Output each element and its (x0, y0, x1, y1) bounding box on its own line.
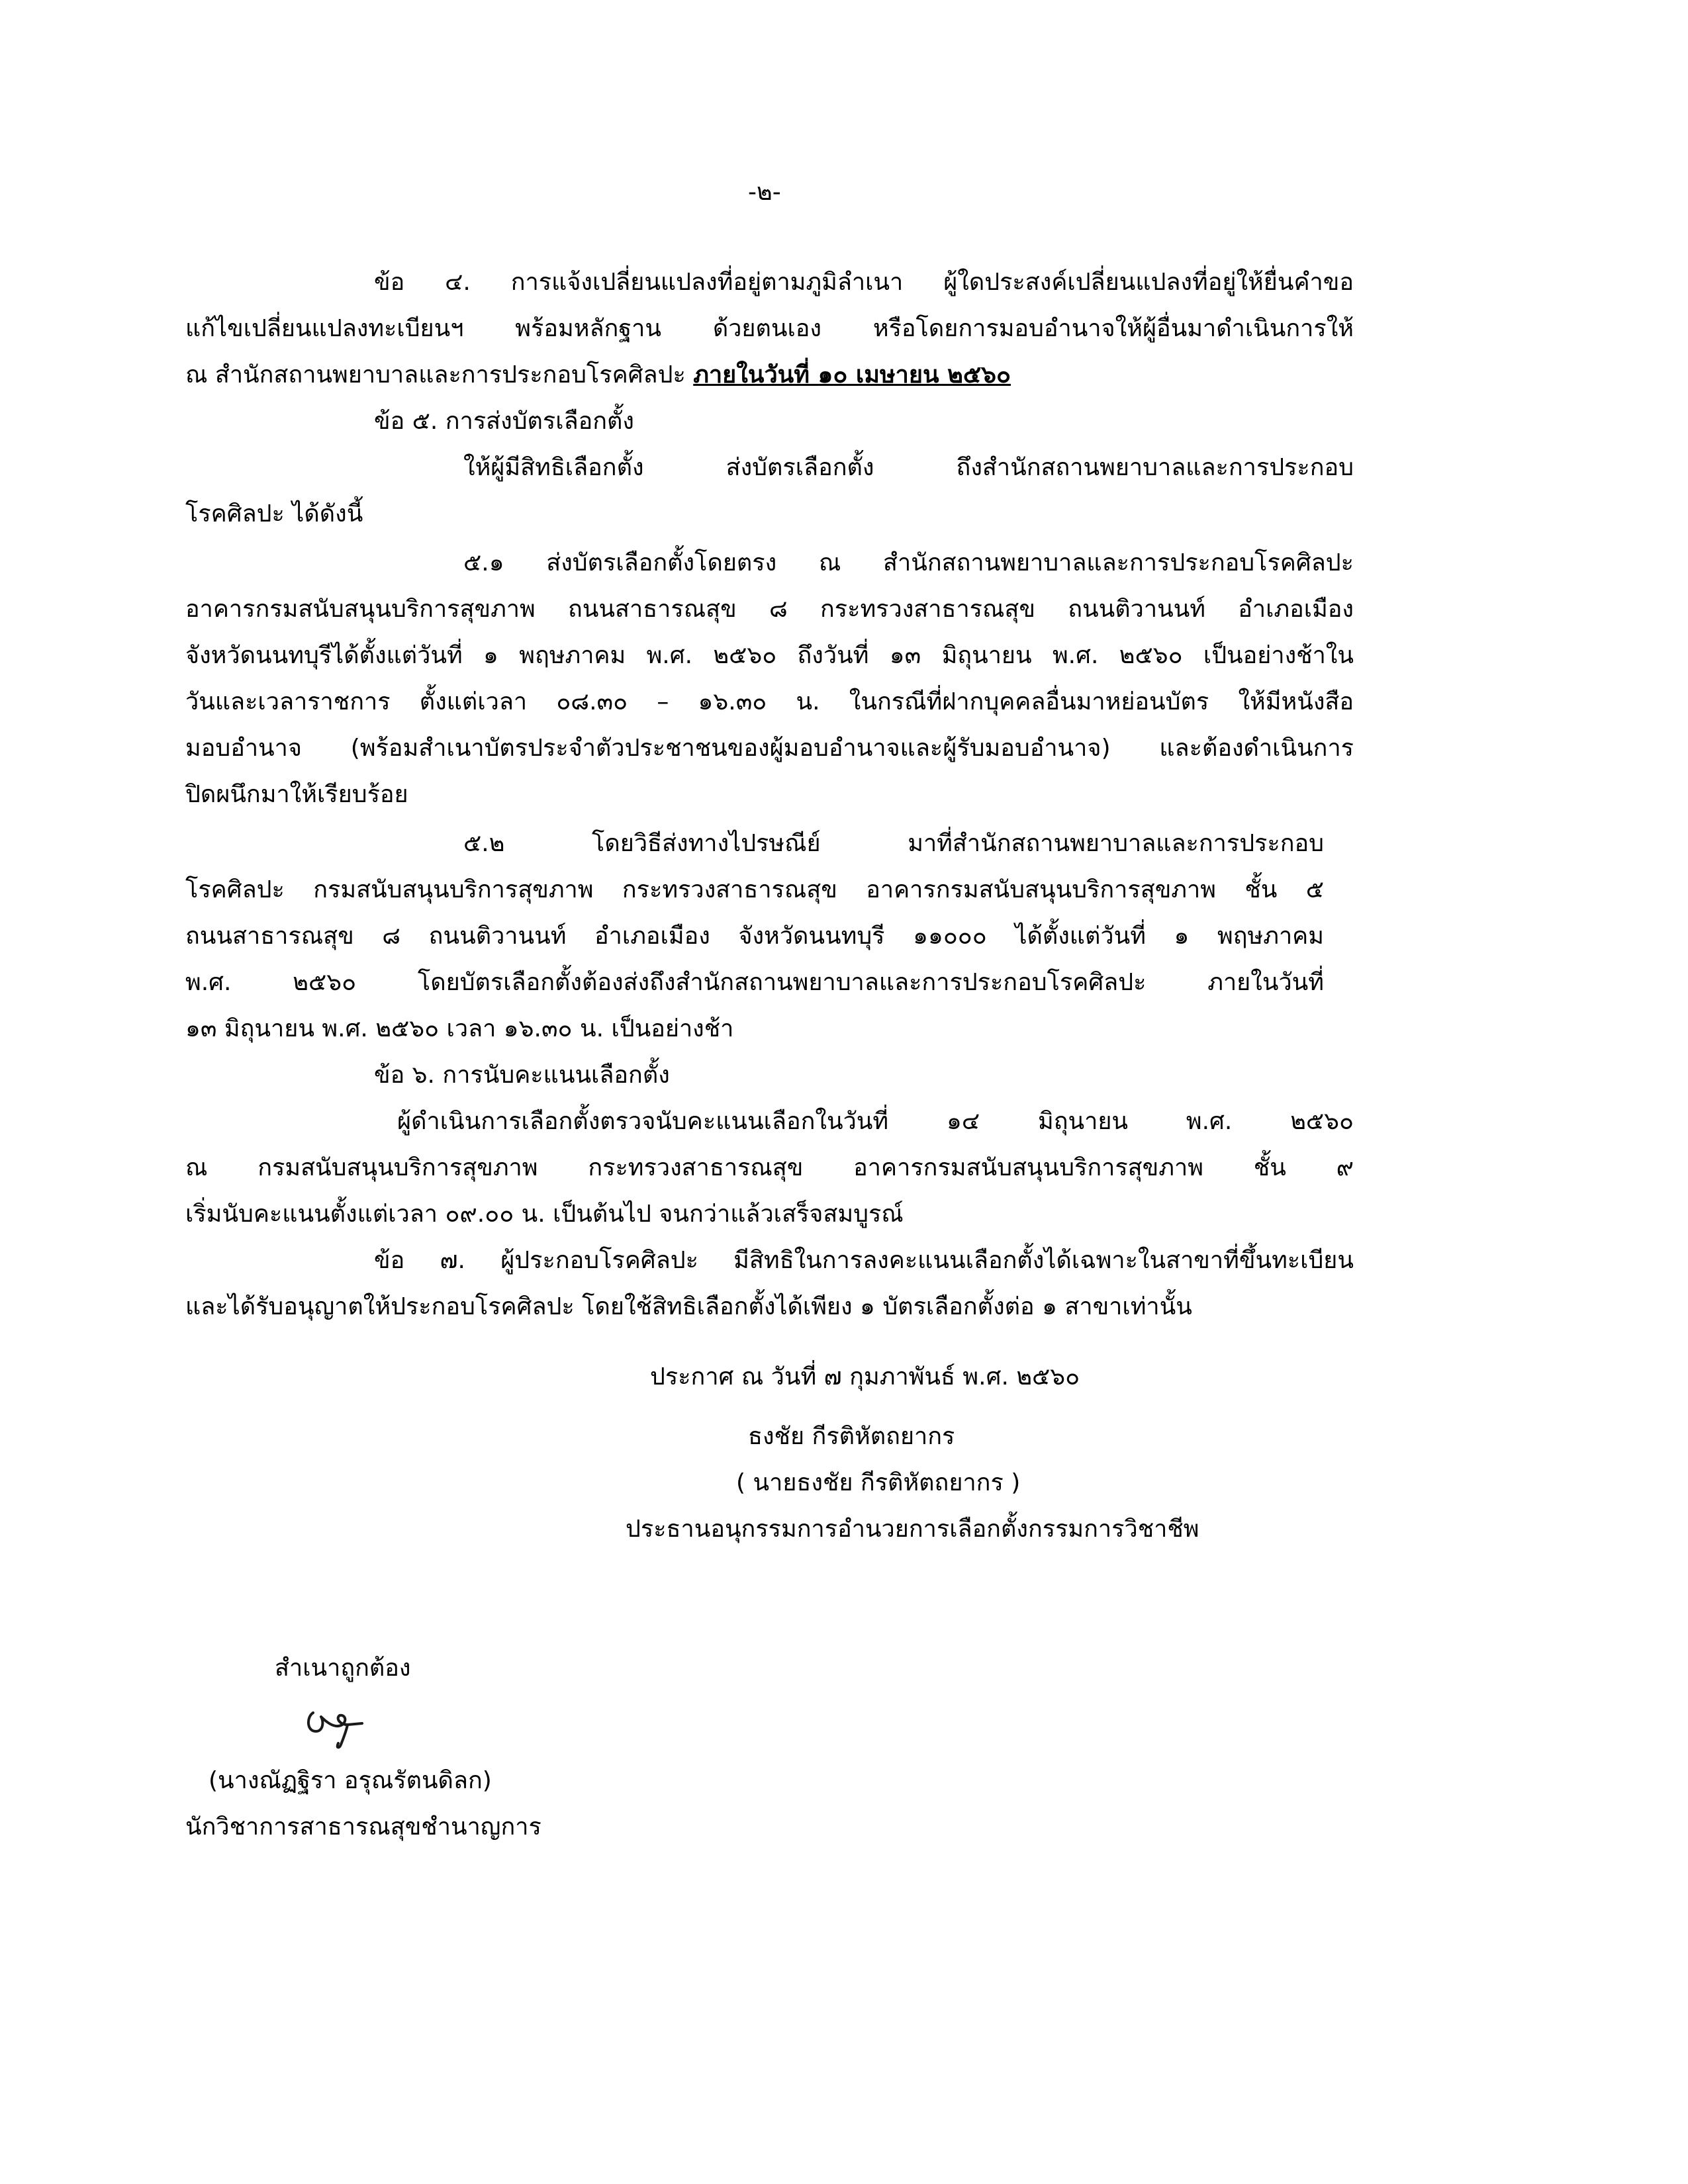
clause-4-line-2: แก้ไขเปลี่ยนแปลงทะเบียนฯ พร้อมหลักฐาน ด้วยตนเอง หรือโดยการมอบอำนาจให้ผู้อื่นมาดำเนินการให้ (185, 315, 1354, 342)
signer-title: ประธานอนุกรรมการอำนวยการเลือกตั้งกรรมการวิชาชีพ (626, 1516, 1199, 1543)
clause-4-line-3 (185, 360, 1011, 390)
clause-5-heading: ข้อ ๕. การส่งบัตรเลือกตั้ง (374, 408, 635, 435)
clause-5-1-line-5: มอบอำนาจ (พร้อมสำเนาบัตรประจำตัวประชาชนของผู้มอบอำนาจและผู้รับมอบอำนาจ) และต้องดำเนินการ (185, 735, 1354, 762)
certified-copy-position: นักวิชาการสาธารณสุขชำนาญการ (185, 1813, 541, 1841)
clause-5-2-line-4: พ.ศ. ๒๕๖๐ โดยบัตรเลือกตั้งต้องส่งถึงสำนักสถานพยาบาลและการประกอบโรคศิลปะ ภายในวันที่ (185, 969, 1324, 996)
clause-4-line-3-text: ณ สำนักสถานพยาบาลและการประกอบโรคศิลปะ (185, 361, 694, 388)
clause-5-2-line-5: ๑๓ มิถุนายน พ.ศ. ๒๕๖๐ เวลา ๑๖.๓๐ น. เป็นอย่างช้า (185, 1015, 734, 1042)
clause-6-line-3: เริ่มนับคะแนนตั้งแต่เวลา ๐๙.๐๐ น. เป็นต้นไป จนกว่าแล้วเสร็จสมบูรณ์ (185, 1201, 904, 1228)
certified-copy-label: สำเนาถูกต้อง (275, 1655, 411, 1682)
clause-4-deadline: ภายในวันที่ ๑๐ เมษายน ๒๕๖๐ (693, 361, 1011, 388)
clause-6-heading: ข้อ ๖. การนับคะแนนเลือกตั้ง (374, 1062, 670, 1089)
clause-7-line-1: ข้อ ๗. ผู้ประกอบโรคศิลปะ มีสิทธิในการลงคะแนนเลือกตั้งได้เฉพาะในสาขาที่ขึ้นทะเบียน (374, 1247, 1354, 1274)
clause-6-line-2: ณ กรมสนับสนุนบริการสุขภาพ กระทรวงสาธารณสุข อาคารกรมสนับสนุนบริการสุขภาพ ชั้น ๙ (185, 1154, 1354, 1181)
clause-5-intro-line-2: โรคศิลปะ ได้ดังนี้ (185, 500, 363, 527)
certified-copy-name: (นางณัฏฐิรา อรุณรัตนดิลก) (209, 1767, 492, 1794)
clause-4-line-1: ข้อ ๔. การแจ้งเปลี่ยนแปลงที่อยู่ตามภูมิลำเนา ผู้ใดประสงค์เปลี่ยนแปลงที่อยู่ให้ยื่นคำขอ (374, 269, 1354, 296)
clause-5-1-line-2: อาคารกรมสนับสนุนบริการสุขภาพ ถนนสาธารณสุข ๘ กระทรวงสาธารณสุข ถนนติวานนท์ อำเภอเมือง (185, 596, 1354, 623)
page-number: -๒- (748, 179, 781, 206)
signer-name-parenthesized: ( นายธงชัย กีรติหัตถยากร ) (736, 1469, 1021, 1496)
clause-5-2-line-1: ๕.๒ โดยวิธีส่งทางไปรษณีย์ มาที่สำนักสถานพยาบาลและการประกอบ (463, 830, 1324, 857)
clause-5-1-line-3: จังหวัดนนทบุรีได้ตั้งแต่วันที่ ๑ พฤษภาคม พ.ศ. ๒๕๖๐ ถึงวันที่ ๑๓ มิถุนายน พ.ศ. ๒๕๖๐ เป็นอย่างช้าใน (185, 642, 1354, 669)
clause-6-line-1: ผู้ดำเนินการเลือกตั้งตรวจนับคะแนนเลือกในวันที่ ๑๔ มิถุนายน พ.ศ. ๒๕๖๐ (397, 1108, 1354, 1135)
clause-5-1-line-6: ปิดผนึกมาให้เรียบร้อย (185, 781, 408, 808)
clause-7-line-2: และได้รับอนุญาตให้ประกอบโรคศิลปะ โดยใช้สิทธิเลือกตั้งได้เพียง ๑ บัตรเลือกตั้งต่อ ๑ สาขาเท่านั้น (185, 1293, 1192, 1320)
announcement-date: ประกาศ ณ วันที่ ๗ กุมภาพันธ์ พ.ศ. ๒๕๖๐ (650, 1363, 1080, 1390)
signer-name: ธงชัย กีรติหัตถยากร (748, 1423, 955, 1450)
clause-5-1-line-4: วันและเวลาราชการ ตั้งแต่เวลา ๐๘.๓๐ – ๑๖.๓๐ น. ในกรณีที่ฝากบุคคลอื่นมาหย่อนบัตร ให้มีหนังสือ (185, 688, 1354, 715)
clause-5-1-line-1: ๕.๑ ส่งบัตรเลือกตั้งโดยตรง ณ สำนักสถานพยาบาลและการประกอบโรคศิลปะ (463, 549, 1354, 576)
clause-5-intro-line-1: ให้ผู้มีสิทธิเลือกตั้ง ส่งบัตรเลือกตั้ง ถึงสำนักสถานพยาบาลและการประกอบ (463, 454, 1354, 481)
clause-5-2-line-2: โรคศิลปะ กรมสนับสนุนบริการสุขภาพ กระทรวงสาธารณสุข อาคารกรมสนับสนุนบริการสุขภาพ ชั้น ๕ (185, 876, 1324, 903)
handwritten-signature-mark (301, 1694, 374, 1754)
clause-5-2-line-3: ถนนสาธารณสุข ๘ ถนนติวานนท์ อำเภอเมือง จังหวัดนนทบุรี ๑๑๐๐๐ ได้ตั้งแต่วันที่ ๑ พฤษภาคม (185, 923, 1324, 950)
